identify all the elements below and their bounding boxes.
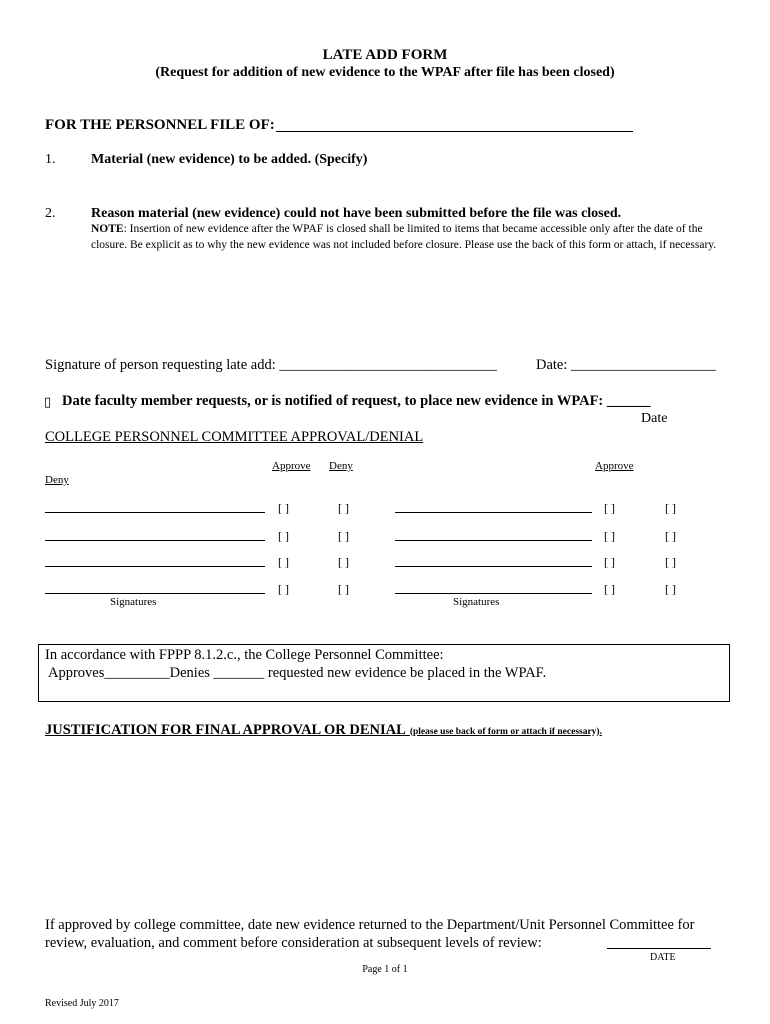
committee-heading: COLLEGE PERSONNEL COMMITTEE APPROVAL/DENIAL [45, 429, 424, 445]
approve-checkbox[interactable]: [ ] [278, 582, 289, 596]
return-date-caption: DATE [650, 952, 676, 963]
personnel-file-label: FOR THE PERSONNEL FILE OF: [45, 117, 275, 133]
approve-checkbox[interactable]: [ ] [604, 555, 615, 569]
justification-hint: (please use back of form or attach if necessary). [409, 727, 602, 737]
item-number-2: 2. [45, 206, 56, 221]
denies-field[interactable]: Denies _______ [169, 665, 265, 681]
approve-col-right: Approve [595, 460, 634, 472]
justification-title: JUSTIFICATION FOR FINAL APPROVAL OR DENIAL [45, 722, 406, 738]
approve-checkbox[interactable]: [ ] [604, 501, 615, 515]
notify-text: Date faculty member requests, or is notified of request, to place new evidence in WPAF: ______ [62, 393, 651, 409]
personnel-file-field[interactable] [276, 131, 633, 132]
page-number: Page 1 of 1 [362, 964, 408, 975]
form-subtitle: (Request for addition of new evidence to the WPAF after file has been closed) [155, 65, 615, 80]
signature-line-right[interactable] [395, 566, 592, 567]
notify-date-caption: Date [641, 411, 668, 426]
approve-checkbox[interactable]: [ ] [604, 529, 615, 543]
return-line-1: If approved by college committee, date new evidence returned to the Department/Unit Personnel Committee for [45, 917, 695, 933]
approve-checkbox[interactable]: [ ] [278, 555, 289, 569]
notify-checkbox[interactable]: ▯ [44, 394, 52, 409]
deny-checkbox[interactable]: [ ] [338, 529, 349, 543]
signatures-caption-left: Signatures [110, 596, 157, 608]
note-text [91, 222, 723, 253]
return-date-field[interactable] [607, 948, 711, 949]
deny-checkbox[interactable]: [ ] [338, 501, 349, 515]
signature-label[interactable]: Signature of person requesting late add: ______________________________ [45, 357, 497, 373]
deny-checkbox[interactable]: [ ] [338, 582, 349, 596]
item-text-2: Reason material (new evidence) could not have been submitted before the file was closed. [91, 206, 622, 221]
fppp-line1: In accordance with FPPP 8.1.2.c., the College Personnel Committee: [45, 647, 444, 663]
form-title: LATE ADD FORM [322, 47, 448, 63]
approve-checkbox[interactable]: [ ] [278, 529, 289, 543]
deny-col-right: Deny [45, 474, 69, 486]
deny-col-left: Deny [329, 460, 353, 472]
return-line-2: review, evaluation, and comment before consideration at subsequent levels of review: [45, 935, 542, 951]
note-body: : Insertion of new evidence after the WPAF is closed shall be limited to items that became accessible only after the date of the closure. Be explicit as to why the new evidence was not included before closure. Please use the back of this form or attach, if necessary. [91, 223, 717, 251]
signature-line-right[interactable] [395, 540, 592, 541]
signature-line-right[interactable] [395, 512, 592, 513]
item-text-1: Material (new evidence) to be added. (Specify) [91, 152, 368, 167]
fppp-rest: requested new evidence be placed in the WPAF. [264, 665, 547, 681]
approves-field[interactable]: Approves_________ [48, 665, 170, 681]
note-label: NOTE [91, 223, 124, 235]
justification-heading [45, 721, 602, 739]
deny-checkbox[interactable]: [ ] [338, 555, 349, 569]
deny-checkbox[interactable]: [ ] [665, 529, 676, 543]
deny-checkbox[interactable]: [ ] [665, 555, 676, 569]
signatures-caption-right: Signatures [453, 596, 500, 608]
approve-col-left: Approve [272, 460, 311, 472]
signature-date[interactable]: Date: ____________________ [536, 357, 717, 373]
signature-line-left[interactable] [45, 540, 265, 541]
signature-line-left[interactable] [45, 512, 265, 513]
item-number-1: 1. [45, 152, 56, 167]
signature-line-left[interactable] [45, 593, 265, 594]
revised-date: Revised July 2017 [45, 998, 119, 1009]
fppp-line2 [48, 665, 546, 682]
signature-line-right[interactable] [395, 593, 592, 594]
approve-checkbox[interactable]: [ ] [604, 582, 615, 596]
deny-checkbox[interactable]: [ ] [665, 501, 676, 515]
approve-checkbox[interactable]: [ ] [278, 501, 289, 515]
deny-checkbox[interactable]: [ ] [665, 582, 676, 596]
signature-line-left[interactable] [45, 566, 265, 567]
